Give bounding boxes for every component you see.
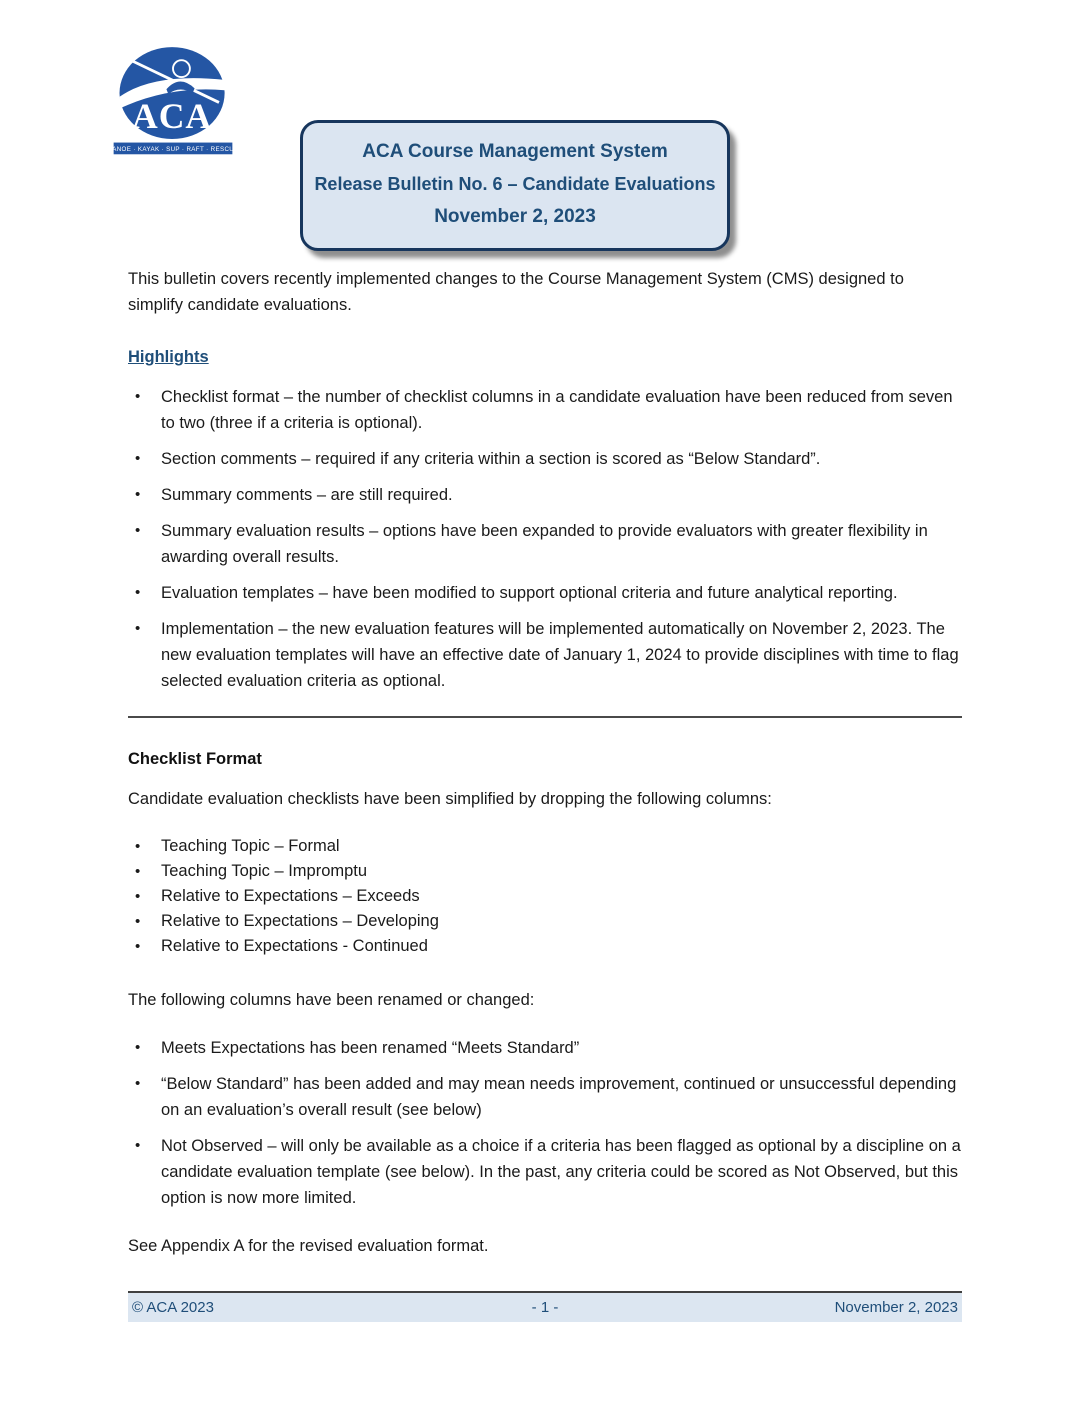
list-item: • Section comments – required if any criteria within a section is scored as “Below Standard”.	[128, 446, 962, 472]
title-box	[300, 120, 730, 251]
bulletin-date: November 2, 2023	[434, 206, 596, 227]
list-item: • Implementation – the new evaluation features will be implemented automatically on November 2, 2023. The new evaluation templates will have an effective date of January 1, 2024 to provide disciplines with time to flag selected evaluation criteria as optional.	[128, 616, 962, 694]
list-item: • Meets Expectations has been renamed “Meets Standard”	[128, 1035, 962, 1061]
list-item: • Teaching Topic – Impromptu	[128, 859, 962, 884]
closing-paragraph: See Appendix A for the revised evaluation format.	[128, 1237, 489, 1255]
list-item: • Evaluation templates – have been modified to support optional criteria and future analytical reporting.	[128, 580, 962, 606]
list-item: • Teaching Topic – Formal	[128, 834, 962, 859]
section-divider	[128, 716, 962, 718]
aca-logo	[112, 46, 234, 162]
checklist-format-heading: Checklist Format	[128, 750, 262, 768]
document-body	[128, 266, 962, 1281]
list-item: • Summary comments – are still required.	[128, 482, 962, 508]
highlights-list	[128, 384, 962, 694]
intro-paragraph: This bulletin covers recently implemented changes to the Course Management System (CMS) designed to simplify candidate evaluations.	[128, 270, 904, 314]
highlights-heading: Highlights	[128, 348, 209, 366]
list-item: • Relative to Expectations – Exceeds	[128, 884, 962, 909]
dropped-columns-list	[128, 834, 962, 959]
footer-copyright: © ACA 2023	[132, 1299, 214, 1316]
logo-acronym: ACA	[132, 95, 213, 136]
list-item: • Checklist format – the number of checklist columns in a candidate evaluation have been reduced from seven to two (three if a criteria is optional).	[128, 384, 962, 436]
renamed-intro-paragraph: The following columns have been renamed or changed:	[128, 991, 535, 1009]
logo-tagline: CANOE · KAYAK · SUP · RAFT · RESCUE	[112, 146, 234, 154]
list-item: • “Below Standard” has been added and may mean needs improvement, continued or unsuccessful depending on an evaluation’s overall result (see below)	[128, 1071, 962, 1123]
list-item: • Relative to Expectations - Continued	[128, 934, 962, 959]
page-footer	[128, 1291, 962, 1322]
footer-page-number: - 1 -	[531, 1299, 559, 1316]
footer-date: November 2, 2023	[834, 1299, 958, 1316]
list-item: • Not Observed – will only be available as a choice if a criteria has been flagged as optional by a discipline on a candidate evaluation template (see below). In the past, any criteria could be scored as Not Observed, but this option is now more limited.	[128, 1133, 962, 1211]
kayaker-icon	[173, 60, 190, 77]
bulletin-subtitle: Release Bulletin No. 6 – Candidate Evaluations	[314, 174, 716, 194]
renamed-columns-list	[128, 1035, 962, 1211]
list-item: • Summary evaluation results – options have been expanded to provide evaluators with greater flexibility in awarding overall results.	[128, 518, 962, 570]
list-item: • Relative to Expectations – Developing	[128, 909, 962, 934]
checklist-intro-paragraph: Candidate evaluation checklists have been simplified by dropping the following columns:	[128, 790, 772, 808]
document-title: ACA Course Management System	[362, 141, 668, 162]
aca-logo-graphic	[112, 46, 234, 157]
